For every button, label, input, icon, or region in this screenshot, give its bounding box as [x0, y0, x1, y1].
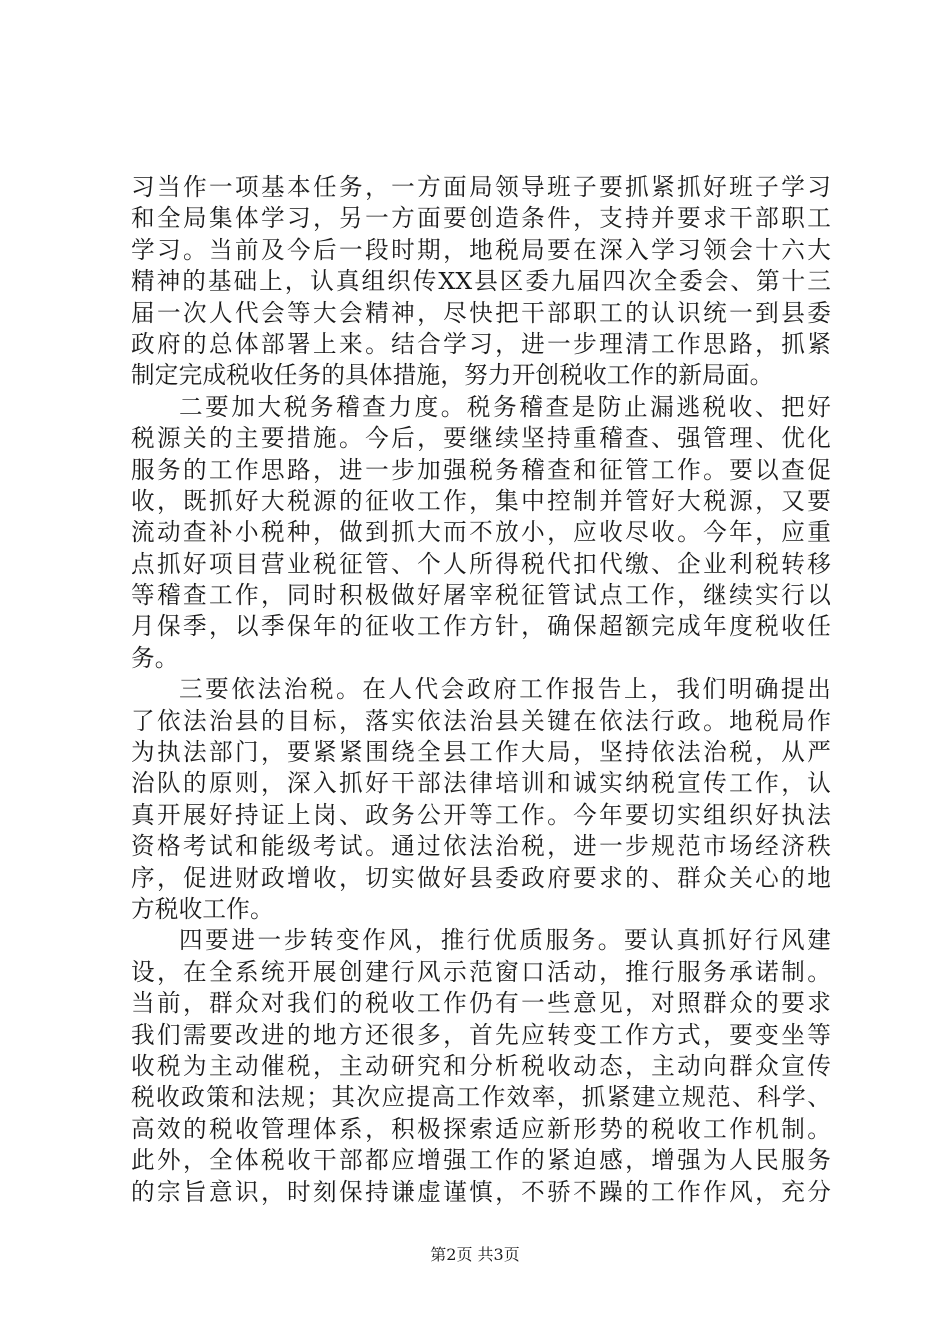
text-line: 务。: [131, 643, 179, 672]
text-line: 点抓好项目营业税征管、个人所得税代扣代缴、企业利税转移: [131, 549, 831, 578]
text-line: 此外，全体税收干部都应增强工作的紧迫感，增强为人民服务: [131, 1146, 831, 1175]
text-line: 等稽查工作，同时积极做好屠宰税征管试点工作，继续实行以: [131, 581, 831, 610]
text-line: 了依法治县的目标，落实依法治县关键在依法行政。地税局作: [131, 706, 831, 735]
text-line: 学习。当前及今后一段时期，地税局要在深入学习领会十六大: [131, 235, 831, 264]
text-line: 资格考试和能级考试。通过依法治税，进一步规范市场经济秩: [131, 832, 831, 861]
text-line: 收税为主动催税，主动研究和分析税收动态，主动向群众宣传: [131, 1051, 831, 1080]
text-line: 税收政策和法规；其次应提高工作效率，抓紧建立规范、科学、: [131, 1083, 831, 1112]
paragraph-start-line: 三要依法治税。在人代会政府工作报告上，我们明确提出: [179, 675, 831, 704]
text-line: 流动查补小税种，做到抓大而不放小，应收尽收。今年，应重: [131, 518, 831, 547]
text-line: 精神的基础上，认真组织传XX县区委九届四次全委会、第十三: [131, 267, 831, 296]
text-line: 方税收工作。: [131, 894, 274, 923]
paragraph-start-line: 二要加大税务稽查力度。税务稽查是防止漏逃税收、把好: [179, 392, 831, 421]
text-line: 习当作一项基本任务，一方面局领导班子要抓紧抓好班子学习: [131, 173, 831, 201]
paragraph-start-line: 四要进一步转变作风，推行优质服务。要认真抓好行风建: [179, 926, 831, 955]
text-line: 届一次人代会等大会精神，尽快把干部职工的认识统一到县委: [131, 298, 831, 327]
page-footer: 第2页 共3页: [430, 1245, 520, 1264]
document-body: [131, 172, 831, 1208]
text-line: 设，在全系统开展创建行风示范窗口活动，推行服务承诺制。: [131, 957, 831, 986]
text-line: 月保季，以季保年的征收工作方针，确保超额完成年度税收任: [131, 612, 831, 641]
text-line: 高效的税收管理体系，积极探索适应新形势的税收工作机制。: [131, 1114, 831, 1143]
text-line: 治队的原则，深入抓好干部法律培训和诚实纳税宣传工作，认: [131, 769, 831, 798]
text-line: 制定完成税收任务的具体措施，努力开创税收工作的新局面。: [131, 361, 774, 390]
text-line: 服务的工作思路，进一步加强税务稽查和征管工作。要以查促: [131, 455, 831, 484]
text-line: 税源关的主要措施。今后，要继续坚持重稽查、强管理、优化: [131, 424, 831, 453]
text-line: 和全局集体学习，另一方面要创造条件，支持并要求干部职工: [131, 204, 831, 233]
text-line: 政府的总体部署上来。结合学习，进一步理清工作思路，抓紧: [131, 329, 831, 358]
text-line: 序，促进财政增收，切实做好县委政府要求的、群众关心的地: [131, 863, 831, 892]
text-line: 收，既抓好大税源的征收工作，集中控制并管好大税源，又要: [131, 486, 831, 515]
text-line: 当前，群众对我们的税收工作仍有一些意见，对照群众的要求: [131, 989, 831, 1018]
text-line: 为执法部门，要紧紧围绕全县工作大局，坚持依法治税，从严: [131, 738, 831, 767]
text-line: 真开展好持证上岗、政务公开等工作。今年要切实组织好执法: [131, 800, 831, 829]
text-line: 我们需要改进的地方还很多，首先应转变工作方式，要变坐等: [131, 1020, 831, 1049]
text-line: 的宗旨意识，时刻保持谦虚谨慎，不骄不躁的工作作风，充分: [131, 1177, 831, 1206]
